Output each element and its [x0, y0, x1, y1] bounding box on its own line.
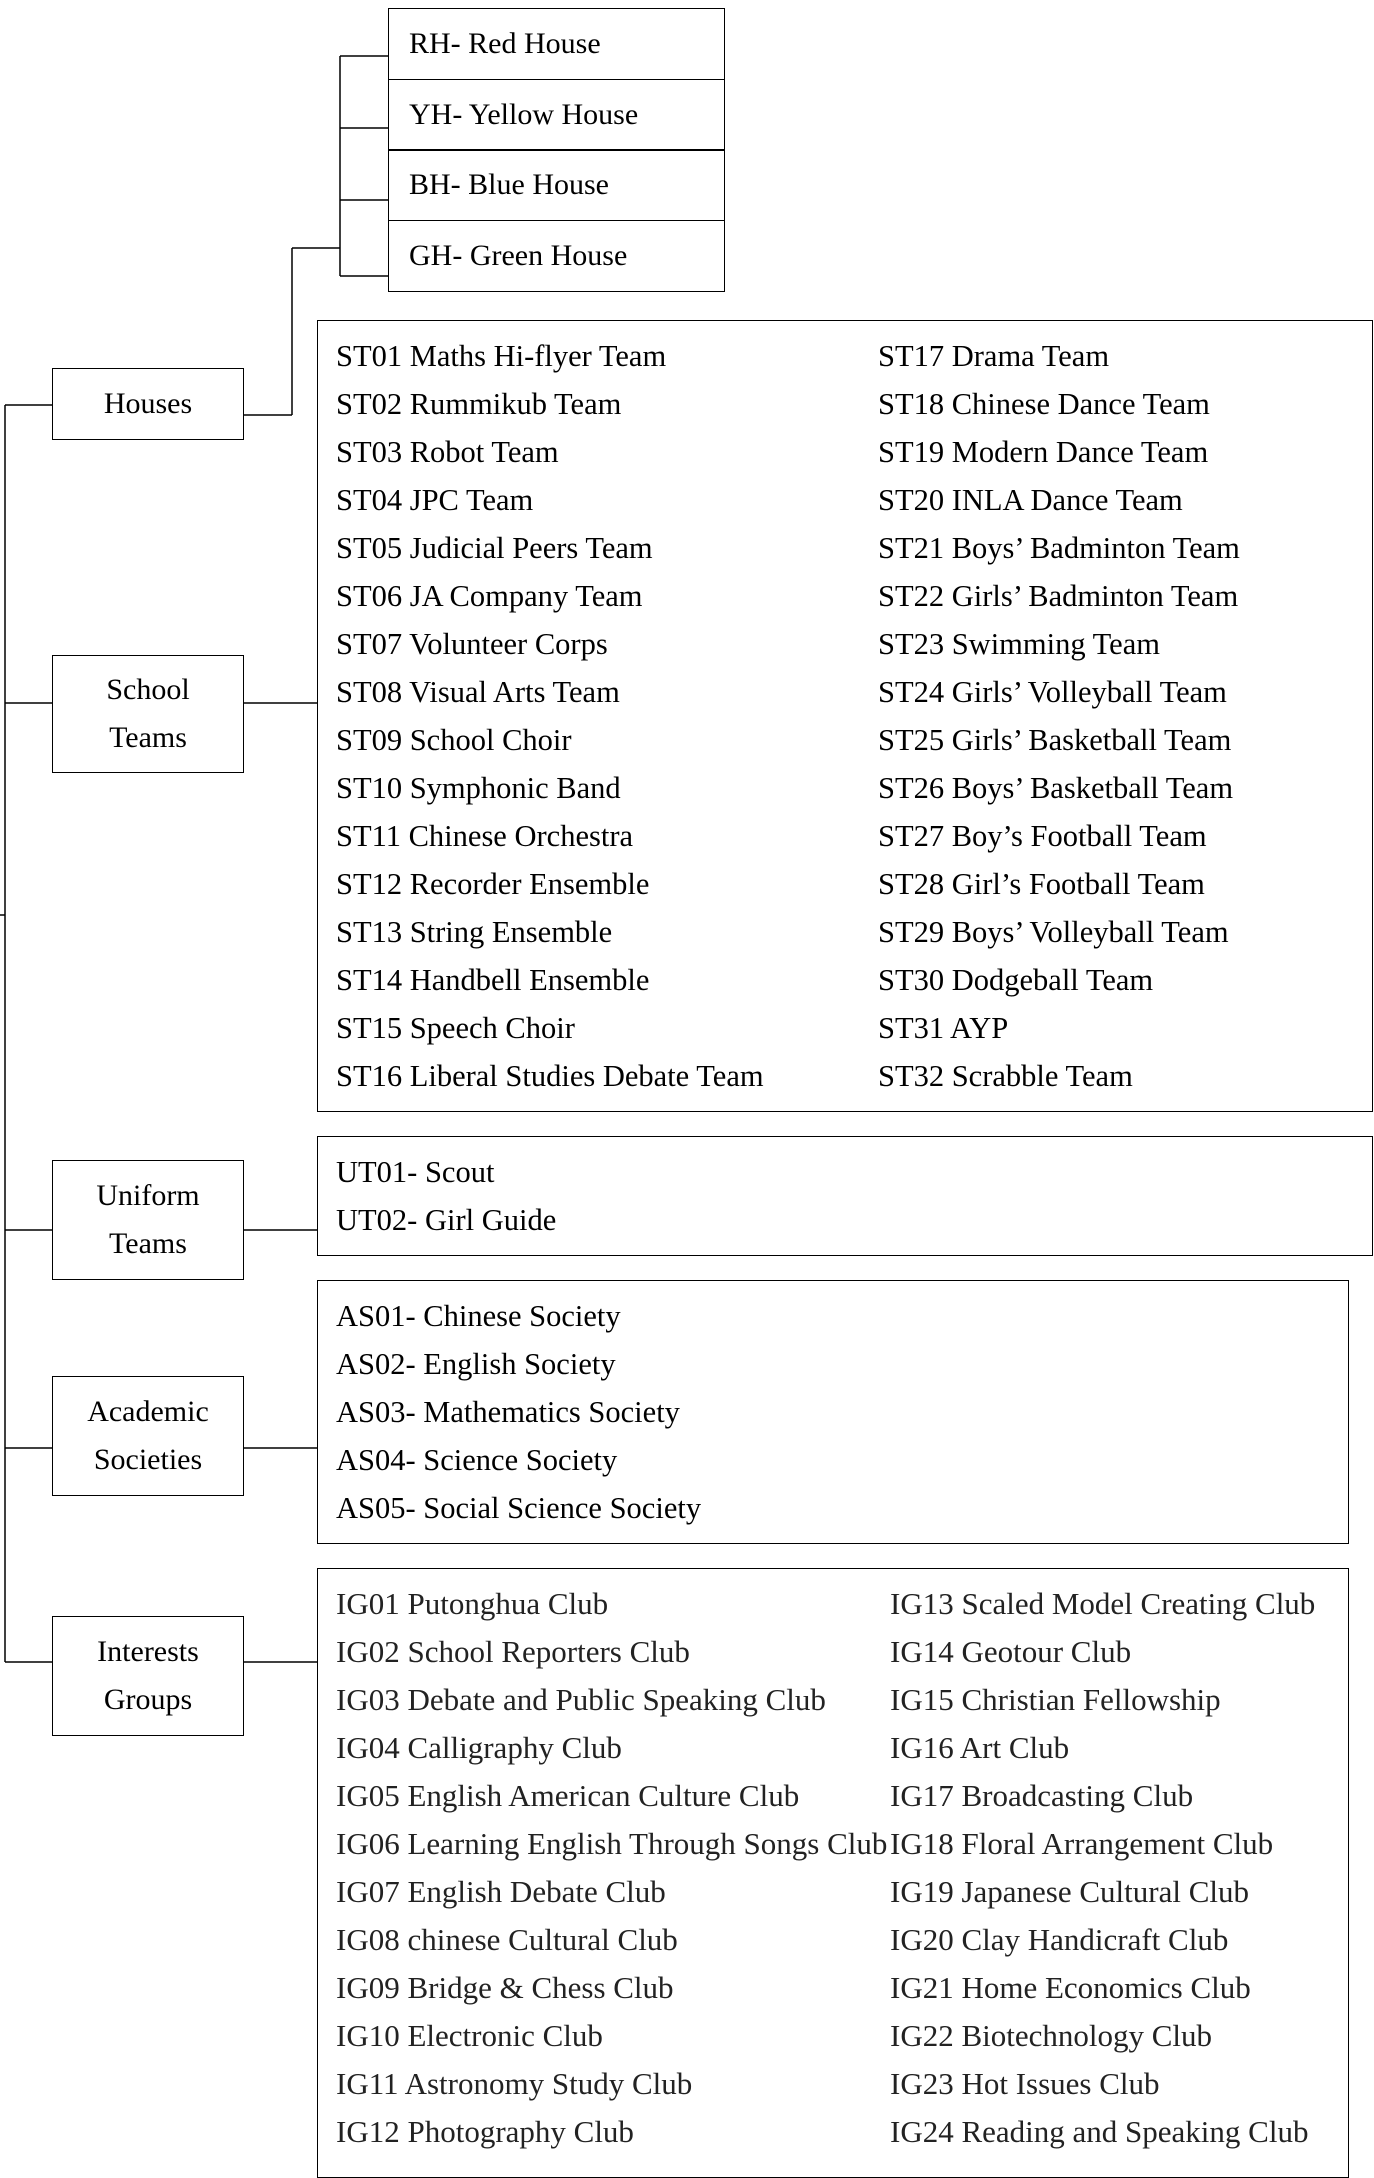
category-label: Teams: [109, 1227, 187, 1260]
list-item: IG08 chinese Cultural Club: [336, 1922, 678, 1957]
list-item: ST15 Speech Choir: [336, 1011, 575, 1045]
list-item: ST03 Robot Team: [336, 435, 559, 469]
list-item: AS04- Science Society: [336, 1443, 618, 1477]
list-item: IG11 Astronomy Study Club: [336, 2066, 693, 2101]
list-item: ST19 Modern Dance Team: [878, 435, 1209, 469]
category-uniform-teams: [52, 1160, 244, 1280]
category-label: Societies: [93, 1443, 203, 1476]
school-teams-right-list: [878, 332, 1240, 1100]
list-item: IG07 English Debate Club: [336, 1874, 666, 1909]
list-item: AS03- Mathematics Society: [336, 1395, 680, 1429]
category-interests-groups: [52, 1616, 244, 1736]
list-item: ST08 Visual Arts Team: [336, 675, 620, 709]
category-school-teams: [52, 655, 244, 773]
interests-groups-right-list: [890, 1580, 1315, 2156]
list-item: IG01 Putonghua Club: [336, 1586, 609, 1621]
list-item: ST22 Girls’ Badminton Team: [878, 579, 1239, 613]
list-item: IG12 Photography Club: [336, 2114, 634, 2149]
list-item: AS01- Chinese Society: [336, 1299, 621, 1333]
list-item: IG19 Japanese Cultural Club: [890, 1874, 1250, 1909]
category-label: Houses: [103, 387, 193, 420]
uniform-teams-list: [336, 1148, 556, 1244]
school-teams-left-list: [336, 332, 764, 1100]
category-houses: [52, 368, 244, 440]
list-item: IG15 Christian Fellowship: [890, 1682, 1221, 1717]
category-label: Academic: [87, 1395, 209, 1428]
list-item: IG16 Art Club: [890, 1730, 1070, 1765]
category-label: Teams: [109, 721, 187, 754]
list-item: IG14 Geotour Club: [890, 1634, 1132, 1669]
list-item: IG20 Clay Handicraft Club: [890, 1922, 1229, 1957]
list-item: ST23 Swimming Team: [878, 627, 1160, 661]
list-item: UT02- Girl Guide: [336, 1203, 557, 1237]
list-item: IG04 Calligraphy Club: [336, 1730, 622, 1765]
houses-list: [388, 8, 725, 292]
interests-groups-left-list: [336, 1580, 887, 2156]
list-item: ST01 Maths Hi-flyer Team: [336, 339, 667, 373]
list-item: ST06 JA Company Team: [336, 579, 643, 613]
list-item: IG10 Electronic Club: [336, 2018, 603, 2053]
list-item: ST18 Chinese Dance Team: [878, 387, 1210, 421]
list-item: IG09 Bridge & Chess Club: [336, 1970, 674, 2005]
list-item: IG06 Learning English Through Songs Club: [336, 1826, 888, 1861]
list-item: ST32 Scrabble Team: [878, 1059, 1133, 1093]
list-item: ST27 Boy’s Football Team: [878, 819, 1207, 853]
list-item: ST26 Boys’ Basketball Team: [878, 771, 1234, 805]
category-label: Interests: [97, 1635, 199, 1668]
category-label: Groups: [103, 1683, 193, 1716]
list-item: AS02- English Society: [336, 1347, 616, 1381]
list-item: ST31 AYP: [878, 1011, 1009, 1045]
list-item: IG05 English American Culture Club: [336, 1778, 800, 1813]
list-item: ST17 Drama Team: [878, 339, 1110, 373]
list-item: ST11 Chinese Orchestra: [336, 819, 634, 853]
list-item: IG17 Broadcasting Club: [890, 1778, 1194, 1813]
list-item: ST24 Girls’ Volleyball Team: [878, 675, 1227, 709]
list-item: IG03 Debate and Public Speaking Club: [336, 1682, 826, 1717]
list-item: IG24 Reading and Speaking Club: [890, 2114, 1309, 2149]
list-item: ST28 Girl’s Football Team: [878, 867, 1205, 901]
list-item: IG21 Home Economics Club: [890, 1970, 1251, 2005]
list-item: ST14 Handbell Ensemble: [336, 963, 650, 997]
list-item: ST02 Rummikub Team: [336, 387, 622, 421]
category-academic-societies: [52, 1376, 244, 1496]
list-item: ST13 String Ensemble: [336, 915, 613, 949]
list-item: ST16 Liberal Studies Debate Team: [336, 1059, 764, 1093]
list-item: IG02 School Reporters Club: [336, 1634, 690, 1669]
list-item: IG22 Biotechnology Club: [890, 2018, 1213, 2053]
list-item: AS05- Social Science Society: [336, 1491, 702, 1525]
house-item: RH- Red House: [388, 8, 725, 80]
list-item: ST30 Dodgeball Team: [878, 963, 1154, 997]
list-item: ST05 Judicial Peers Team: [336, 531, 653, 565]
list-item: ST29 Boys’ Volleyball Team: [878, 915, 1229, 949]
list-item: IG23 Hot Issues Club: [890, 2066, 1160, 2101]
list-item: ST12 Recorder Ensemble: [336, 867, 650, 901]
list-item: ST20 INLA Dance Team: [878, 483, 1183, 517]
academic-societies-list: [336, 1292, 701, 1532]
list-item: IG13 Scaled Model Creating Club: [890, 1586, 1316, 1621]
list-item: ST21 Boys’ Badminton Team: [878, 531, 1240, 565]
category-label: School: [106, 673, 190, 706]
list-item: IG18 Floral Arrangement Club: [890, 1826, 1274, 1861]
list-item: ST07 Volunteer Corps: [336, 627, 608, 661]
list-item: ST10 Symphonic Band: [336, 771, 621, 805]
category-label: Uniform: [96, 1179, 200, 1212]
house-item: GH- Green House: [388, 220, 725, 292]
list-item: ST25 Girls’ Basketball Team: [878, 723, 1232, 757]
house-item: BH- Blue House: [388, 149, 725, 221]
list-item: UT01- Scout: [336, 1155, 495, 1189]
list-item: ST04 JPC Team: [336, 483, 534, 517]
house-item: YH- Yellow House: [388, 79, 725, 151]
list-item: ST09 School Choir: [336, 723, 572, 757]
